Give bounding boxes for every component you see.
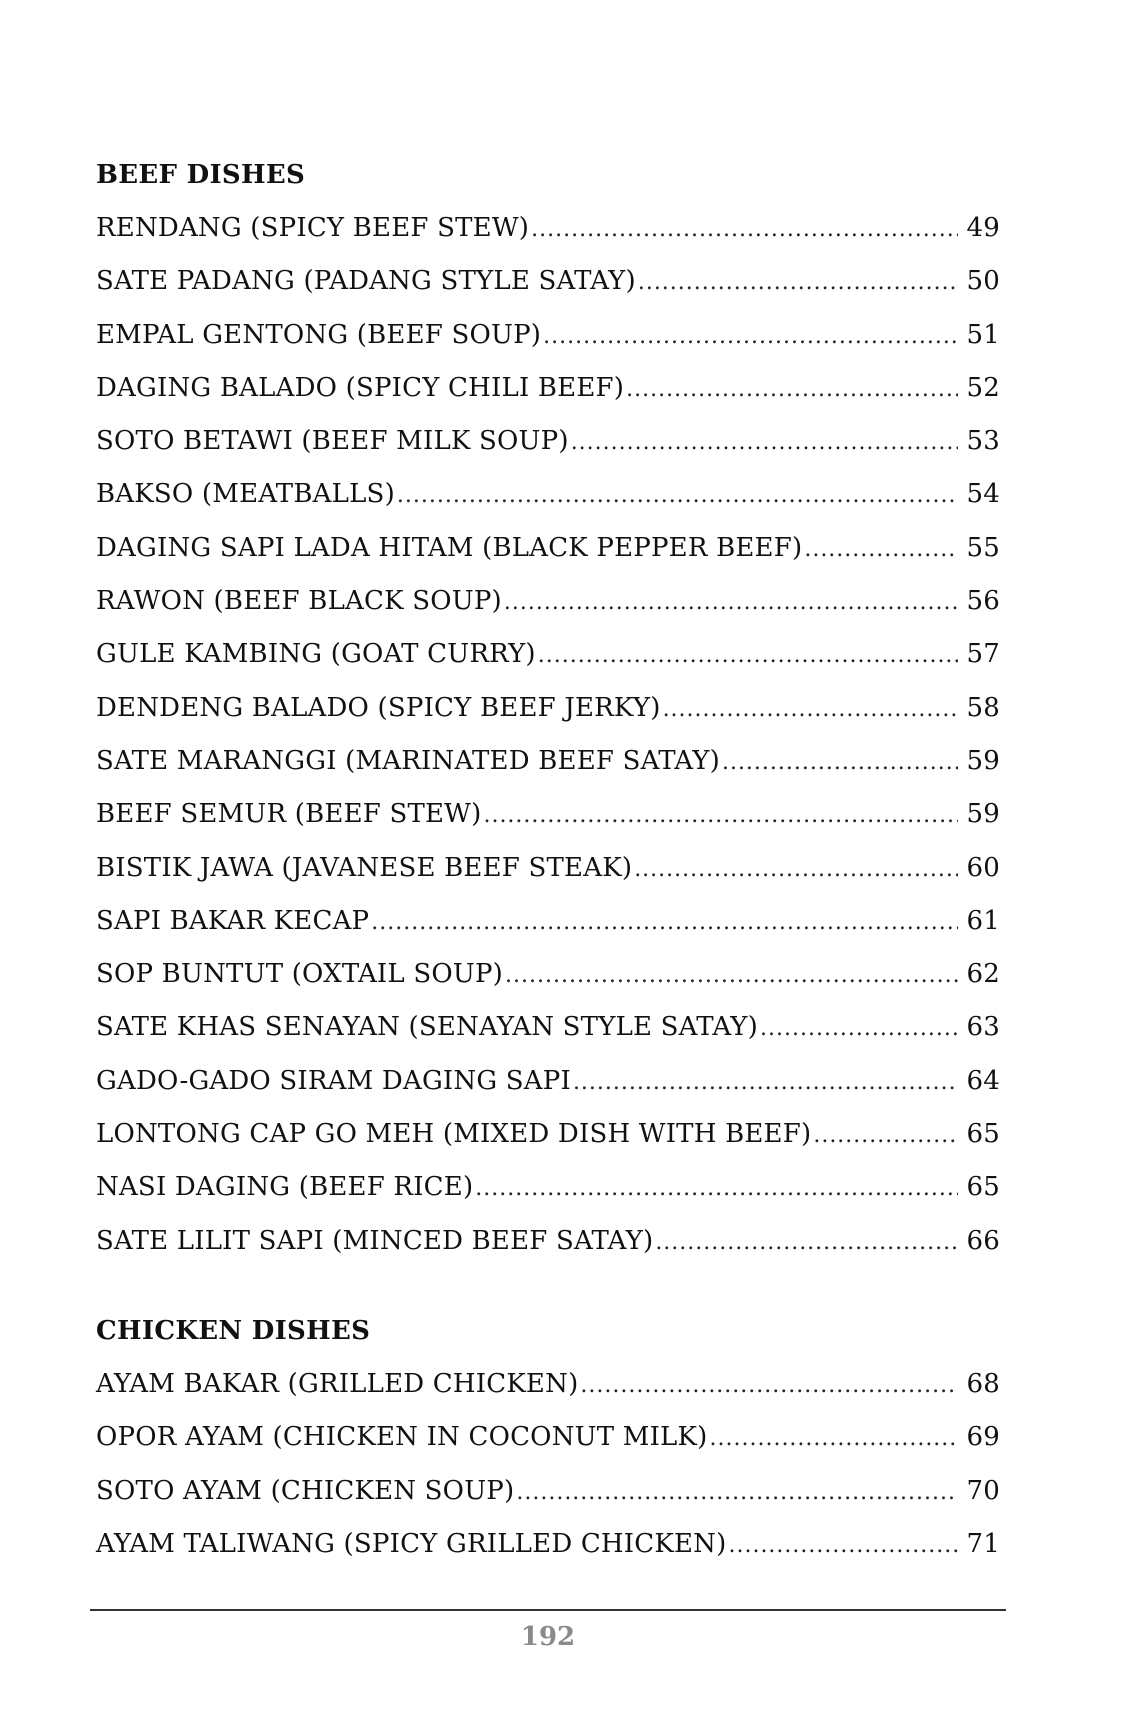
toc-entry-page: 66 xyxy=(966,1225,1000,1256)
toc-entry-page: 61 xyxy=(966,905,1000,936)
toc-entry-page: 60 xyxy=(966,852,1000,883)
toc-entry-title: BAKSO (MEATBALLS) xyxy=(96,479,395,510)
dot-leader xyxy=(483,789,958,842)
toc-entry xyxy=(96,522,1000,575)
toc-entry-title: EMPAL GENTONG (BEEF SOUP) xyxy=(96,319,542,350)
toc-entry-title: GADO-GADO SIRAM DAGING SAPI xyxy=(96,1065,571,1096)
toc-entry-title: RENDANG (SPICY BEEF STEW) xyxy=(96,213,530,243)
dot-leader xyxy=(626,363,958,416)
dot-leader xyxy=(371,896,958,949)
dot-leader xyxy=(760,1002,958,1055)
toc-entry xyxy=(96,1411,1000,1464)
toc-entry-page: 63 xyxy=(966,1012,1000,1043)
page-number: 192 xyxy=(520,1622,576,1652)
toc-entry-title: SAPI BAKAR KECAP xyxy=(96,905,370,936)
toc-entry xyxy=(96,415,1000,468)
toc-entry xyxy=(96,788,1000,841)
toc-entry-title: SOP BUNTUT (OXTAIL SOUP) xyxy=(96,959,504,990)
toc-entry-page: 54 xyxy=(966,479,1000,510)
toc-entry-title: AYAM TALIWANG (SPICY GRILLED CHICKEN) xyxy=(96,1528,727,1559)
toc-entry xyxy=(96,628,1000,681)
toc-entry-title: BEEF SEMUR (BEEF STEW) xyxy=(96,799,482,830)
dot-leader xyxy=(571,416,958,469)
toc-entry xyxy=(96,1055,1000,1108)
toc-entry-title: RAWON (BEEF BLACK SOUP) xyxy=(96,586,502,617)
table-of-contents xyxy=(96,148,1000,1571)
dot-leader xyxy=(538,629,958,682)
toc-list-beef xyxy=(96,202,1000,1268)
toc-entry-title: GULE KAMBING (GOAT CURRY) xyxy=(96,639,536,670)
dot-leader xyxy=(397,469,958,522)
toc-entry-page: 71 xyxy=(966,1528,1000,1559)
toc-entry-page: 52 xyxy=(966,372,1000,403)
toc-entry-page: 59 xyxy=(966,745,1000,776)
toc-entry xyxy=(96,1215,1000,1268)
toc-entry xyxy=(96,1161,1000,1214)
toc-entry-page: 64 xyxy=(966,1065,1000,1096)
footer-divider xyxy=(90,1609,1006,1611)
toc-entry xyxy=(96,468,1000,521)
toc-list-chicken xyxy=(96,1358,1000,1571)
dot-leader xyxy=(573,1056,958,1109)
toc-entry xyxy=(96,362,1000,415)
dot-leader xyxy=(543,310,958,363)
toc-entry-title: OPOR AYAM (CHICKEN IN COCONUT MILK) xyxy=(96,1422,708,1453)
toc-entry xyxy=(96,682,1000,735)
dot-leader xyxy=(804,523,958,576)
toc-entry-page: 62 xyxy=(966,959,1000,990)
dot-leader xyxy=(638,256,958,309)
toc-entry-page: 69 xyxy=(966,1422,1000,1453)
toc-entry-title: LONTONG CAP GO MEH (MIXED DISH WITH BEEF) xyxy=(96,1119,812,1150)
toc-entry xyxy=(96,202,1000,255)
toc-entry-title: SATE LILIT SAPI (MINCED BEEF SATAY) xyxy=(96,1225,654,1256)
toc-entry xyxy=(96,1358,1000,1411)
toc-entry-title: DENDENG BALADO (SPICY BEEF JERKY) xyxy=(96,692,661,723)
toc-entry-page: 57 xyxy=(966,639,1000,670)
toc-entry xyxy=(96,1465,1000,1518)
toc-entry xyxy=(96,842,1000,895)
dot-leader xyxy=(634,843,958,896)
toc-entry-title: SATE PADANG (PADANG STYLE SATAY) xyxy=(96,266,636,297)
dot-leader xyxy=(475,1162,958,1215)
toc-entry xyxy=(96,575,1000,628)
dot-leader xyxy=(531,203,958,256)
toc-entry-page: 65 xyxy=(966,1172,1000,1203)
toc-entry-title: DAGING BALADO (SPICY CHILI BEEF) xyxy=(96,372,625,403)
toc-entry xyxy=(96,1518,1000,1571)
toc-entry xyxy=(96,895,1000,948)
toc-entry-page: 68 xyxy=(966,1368,1000,1399)
toc-entry-page: 70 xyxy=(966,1475,1000,1506)
toc-entry xyxy=(96,948,1000,1001)
toc-entry-title: SOTO AYAM (CHICKEN SOUP) xyxy=(96,1475,515,1506)
toc-entry-title: DAGING SAPI LADA HITAM (BLACK PEPPER BEEF) xyxy=(96,532,803,563)
toc-entry-page: 59 xyxy=(966,799,1000,830)
dot-leader xyxy=(663,683,958,736)
dot-leader xyxy=(504,576,958,629)
dot-leader xyxy=(505,949,958,1002)
section-heading-beef: BEEF DISHES xyxy=(96,160,306,190)
dot-leader xyxy=(710,1412,959,1465)
dot-leader xyxy=(722,736,958,789)
toc-entry-page: 49 xyxy=(966,213,1000,243)
toc-entry-page: 65 xyxy=(966,1119,1000,1150)
toc-entry-title: SOTO BETAWI (BEEF MILK SOUP) xyxy=(96,426,569,457)
section-spacer xyxy=(96,1268,1000,1304)
toc-entry-title: NASI DAGING (BEEF RICE) xyxy=(96,1172,474,1203)
dot-leader xyxy=(655,1216,958,1269)
toc-entry-page: 53 xyxy=(966,426,1000,457)
toc-entry xyxy=(96,255,1000,308)
toc-entry-title: SATE MARANGGI (MARINATED BEEF SATAY) xyxy=(96,745,720,776)
dot-leader xyxy=(728,1519,958,1572)
dot-leader xyxy=(516,1466,958,1519)
section-heading-chicken: CHICKEN DISHES xyxy=(96,1315,371,1346)
toc-entry-page: 58 xyxy=(966,692,1000,723)
toc-entry-page: 50 xyxy=(966,266,1000,297)
toc-entry xyxy=(96,309,1000,362)
toc-entry xyxy=(96,1001,1000,1054)
toc-entry-page: 55 xyxy=(966,532,1000,563)
toc-entry-title: SATE KHAS SENAYAN (SENAYAN STYLE SATAY) xyxy=(96,1012,758,1043)
toc-entry-title: BISTIK JAWA (JAVANESE BEEF STEAK) xyxy=(96,852,633,883)
dot-leader xyxy=(813,1109,958,1162)
toc-entry xyxy=(96,735,1000,788)
toc-entry-page: 51 xyxy=(966,319,1000,350)
toc-entry-title: AYAM BAKAR (GRILLED CHICKEN) xyxy=(96,1368,579,1399)
toc-entry-page: 56 xyxy=(966,586,1000,617)
dot-leader xyxy=(580,1359,958,1412)
toc-entry xyxy=(96,1108,1000,1161)
